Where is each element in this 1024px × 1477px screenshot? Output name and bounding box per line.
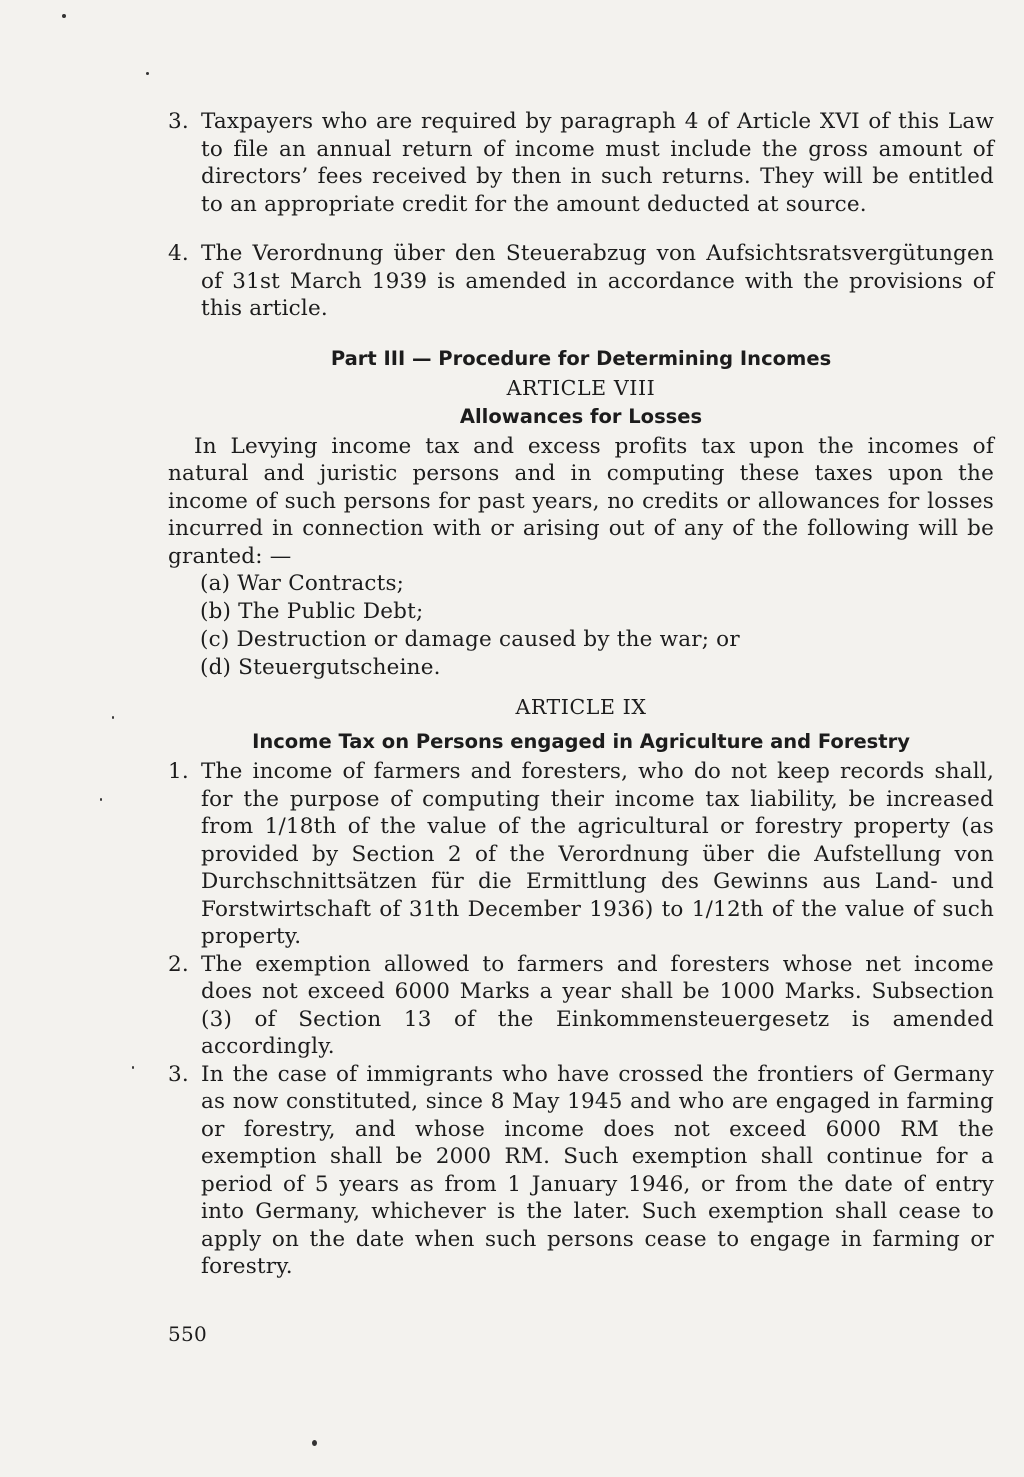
page-number: 550 (168, 1322, 208, 1346)
item-number: 3. (168, 109, 189, 134)
item-text: The Verordnung über den Steuerabzug von Aufsichtsratsvergütungen of 31st March 1939 is amended in accordance with the provisions of this article. (201, 241, 994, 321)
article-viii-heading: ARTICLE VIII (506, 375, 656, 400)
scan-speck (146, 72, 149, 75)
part-heading: Part III — Procedure for Determining Incomes (330, 346, 832, 370)
article-ix-heading: ARTICLE IX (515, 695, 647, 719)
article-ix-title: Income Tax on Persons engaged in Agriculture and Forestry (252, 730, 910, 753)
article-ix-item-3 (168, 1061, 994, 1281)
scan-speck (112, 716, 114, 719)
scan-speck (62, 14, 66, 18)
article-viii-title: Allowances for Losses (459, 404, 703, 428)
item-text: Taxpayers who are required by paragraph 4 of Article XVI of this Law to file an annual return of income must include the gross amount of directors’ fees received by then in such returns. They will be entitled to an appropriate credit for the amount deducted at source. (201, 109, 994, 217)
scan-speck (132, 1066, 134, 1069)
article-viii-paragraph: In Levying income tax and excess profits tax upon the incomes of natural and juristic persons and in computing these taxes upon the income of such persons for past years, no credits or allowances for losses incurred in connection with or arising out of any of the following will be granted: — (168, 433, 994, 569)
item-number: 4. (168, 241, 189, 266)
scan-speck (312, 1440, 317, 1446)
loss-list-item: (b) The Public Debt; (200, 599, 424, 624)
article-ix-item-2 (168, 951, 994, 1061)
scan-speck (100, 798, 102, 801)
item-text: The income of farmers and foresters, who do not keep records shall, for the purpose of computing their income tax liability, be increased from 1/18th of the value of the agricultural or forestry property (as provided by Section 2 of the Verordnung über die Aufstellung von Durchschnittsätzen für die Ermittlung des Gewinns aus Land- und Forstwirtschaft of 31th December 1936) to 1/12th of the value of such property. (201, 759, 994, 949)
loss-list-item: (c) Destruction or damage caused by the war; or (200, 627, 740, 652)
loss-list-item: (a) War Contracts; (200, 571, 405, 596)
item-text: The exemption allowed to farmers and foresters whose net income does not exceed 6000 Marks a year shall be 1000 Marks. Subsection (3) of Section 13 of the Einkommensteuergesetz is amended accordingly. (201, 951, 994, 1059)
item-number: 2. (168, 951, 189, 977)
item-number: 1. (168, 759, 189, 784)
article-ix-item-1 (168, 758, 994, 951)
item-text: In the case of immigrants who have crossed the frontiers of Germany as now constituted, since 8 May 1945 and who are engaged in farming or forestry, and whose income does not exceed 6000 RM the exemption shall be 2000 RM. Such exemption shall continue for a period of 5 years as from 1 January 1946, or from the date of entry into Germany, whichever is the later. Such exemption shall cease to apply on the date when such persons cease to engage in farming or forestry. (201, 1061, 994, 1279)
page-content (168, 108, 994, 1281)
article-vii-item-4 (168, 240, 994, 323)
loss-list-item: (d) Steuergutscheine. (200, 655, 441, 680)
article-vii-item-3 (168, 108, 994, 218)
item-number: 3. (168, 1061, 189, 1087)
